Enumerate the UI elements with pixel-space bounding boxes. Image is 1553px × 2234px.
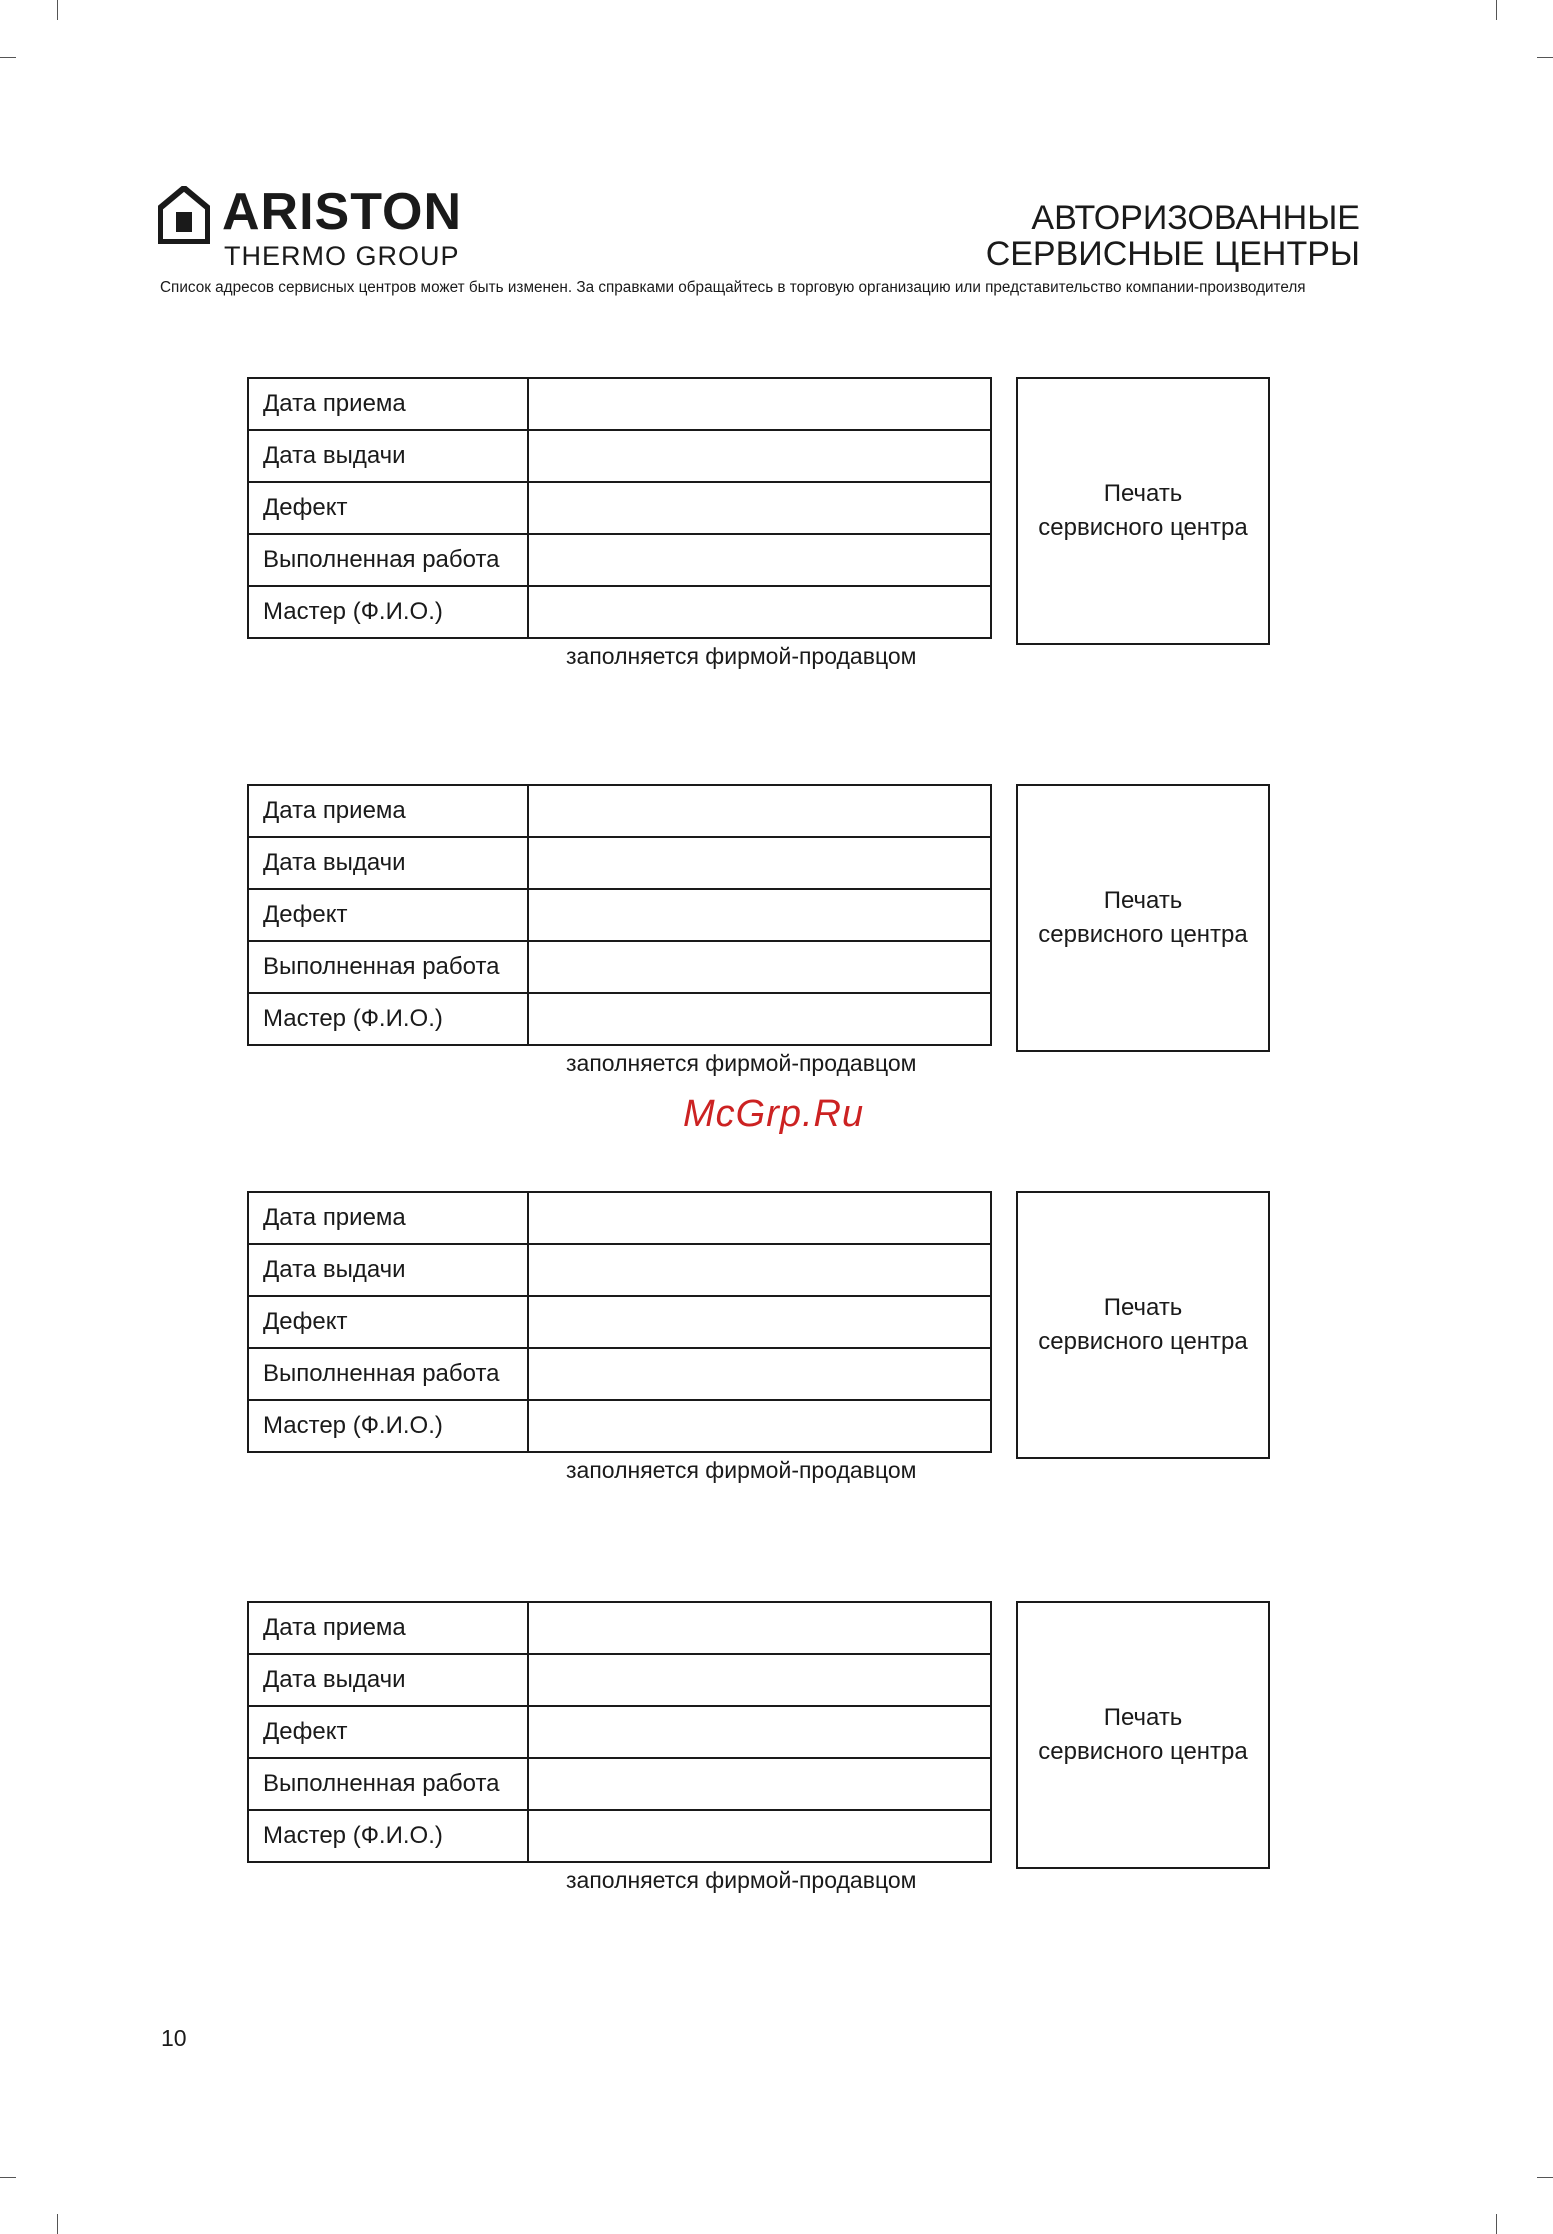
field-value[interactable] xyxy=(528,430,991,482)
field-label: Мастер (Ф.И.О.) xyxy=(248,1400,528,1452)
table-row xyxy=(248,534,991,586)
field-value[interactable] xyxy=(528,534,991,586)
seller-note: заполняется фирмой-продавцом xyxy=(566,1457,917,1483)
table-row xyxy=(248,1810,991,1862)
crop-mark xyxy=(1537,57,1553,58)
field-value[interactable] xyxy=(528,1602,991,1654)
brand-name: ARISTON xyxy=(222,183,463,241)
field-label: Выполненная работа xyxy=(248,941,528,993)
table-row xyxy=(248,941,991,993)
field-value[interactable] xyxy=(528,785,991,837)
table-row xyxy=(248,1602,991,1654)
field-label: Выполненная работа xyxy=(248,1348,528,1400)
stamp-label-line1: Печать xyxy=(1103,1704,1183,1731)
service-record-table xyxy=(247,1601,992,1863)
stamp-label-line1: Печать xyxy=(1103,887,1183,914)
stamp-label-line2: сервисного центра xyxy=(1038,1328,1248,1355)
page-title-line1: АВТОРИЗОВАННЫЕ xyxy=(1031,199,1360,237)
table-row xyxy=(248,889,991,941)
table-row xyxy=(248,837,991,889)
field-value[interactable] xyxy=(528,1400,991,1452)
field-value[interactable] xyxy=(528,889,991,941)
field-label: Дефект xyxy=(248,1706,528,1758)
table-row xyxy=(248,1400,991,1452)
field-label: Мастер (Ф.И.О.) xyxy=(248,993,528,1045)
stamp-box xyxy=(1016,784,1270,1052)
seller-note: заполняется фирмой-продавцом xyxy=(566,1867,917,1893)
stamp-label-line2: сервисного центра xyxy=(1038,514,1248,541)
field-value[interactable] xyxy=(528,378,991,430)
table-row xyxy=(248,430,991,482)
field-label: Дата приема xyxy=(248,1602,528,1654)
field-label: Мастер (Ф.И.О.) xyxy=(248,586,528,638)
crop-mark xyxy=(0,2177,16,2178)
table-row xyxy=(248,378,991,430)
crop-mark xyxy=(57,2214,58,2234)
table-row xyxy=(248,1296,991,1348)
service-record-form xyxy=(247,784,1273,1074)
field-label: Дата приема xyxy=(248,785,528,837)
field-label: Дата приема xyxy=(248,1192,528,1244)
table-row xyxy=(248,586,991,638)
table-row xyxy=(248,1706,991,1758)
page-number: 10 xyxy=(161,2025,187,2051)
ariston-logo xyxy=(158,183,503,276)
field-label: Дата выдачи xyxy=(248,837,528,889)
field-value[interactable] xyxy=(528,1348,991,1400)
field-label: Выполненная работа xyxy=(248,1758,528,1810)
field-value[interactable] xyxy=(528,1758,991,1810)
stamp-box xyxy=(1016,1601,1270,1869)
table-row xyxy=(248,1192,991,1244)
stamp-label-line1: Печать xyxy=(1103,1294,1183,1321)
crop-mark xyxy=(1537,2177,1553,2178)
page-title-line2: СЕРВИСНЫЕ ЦЕНТРЫ xyxy=(985,235,1360,273)
field-label: Дата выдачи xyxy=(248,1654,528,1706)
stamp-box xyxy=(1016,377,1270,645)
field-value[interactable] xyxy=(528,1706,991,1758)
field-value[interactable] xyxy=(528,482,991,534)
stamp-box xyxy=(1016,1191,1270,1459)
house-icon xyxy=(158,186,210,244)
field-label: Дата выдачи xyxy=(248,1244,528,1296)
seller-note: заполняется фирмой-продавцом xyxy=(566,1050,917,1076)
service-record-form xyxy=(247,1191,1273,1481)
service-record-form xyxy=(247,1601,1273,1891)
field-label: Дефект xyxy=(248,482,528,534)
field-label: Дата приема xyxy=(248,378,528,430)
crop-mark xyxy=(57,0,58,20)
field-label: Выполненная работа xyxy=(248,534,528,586)
crop-mark xyxy=(0,57,16,58)
table-row xyxy=(248,482,991,534)
seller-note: заполняется фирмой-продавцом xyxy=(566,643,917,669)
field-value[interactable] xyxy=(528,837,991,889)
brand-subtitle: THERMO GROUP xyxy=(224,241,460,271)
field-label: Мастер (Ф.И.О.) xyxy=(248,1810,528,1862)
field-value[interactable] xyxy=(528,941,991,993)
crop-mark xyxy=(1496,0,1497,20)
field-value[interactable] xyxy=(528,1296,991,1348)
table-row xyxy=(248,1244,991,1296)
service-record-table xyxy=(247,784,992,1046)
table-row xyxy=(248,1758,991,1810)
field-value[interactable] xyxy=(528,1654,991,1706)
service-record-table xyxy=(247,377,992,639)
watermark: McGrp.Ru xyxy=(683,1093,865,1135)
stamp-label-line2: сервисного центра xyxy=(1038,1738,1248,1765)
field-label: Дефект xyxy=(248,889,528,941)
table-row xyxy=(248,993,991,1045)
page-title xyxy=(986,200,1360,272)
field-value[interactable] xyxy=(528,1810,991,1862)
field-value[interactable] xyxy=(528,1192,991,1244)
field-value[interactable] xyxy=(528,586,991,638)
service-record-table xyxy=(247,1191,992,1453)
field-value[interactable] xyxy=(528,993,991,1045)
field-value[interactable] xyxy=(528,1244,991,1296)
table-row xyxy=(248,1348,991,1400)
stamp-label-line2: сервисного центра xyxy=(1038,921,1248,948)
table-row xyxy=(248,1654,991,1706)
field-label: Дефект xyxy=(248,1296,528,1348)
crop-mark xyxy=(1496,2214,1497,2234)
stamp-label-line1: Печать xyxy=(1103,480,1183,507)
field-label: Дата выдачи xyxy=(248,430,528,482)
table-row xyxy=(248,785,991,837)
notice-text: Список адресов сервисных центров может быть изменен. За справками обращайтесь в торговую организацию или представительство компании-производителя xyxy=(160,279,1306,296)
service-record-form xyxy=(247,377,1273,667)
